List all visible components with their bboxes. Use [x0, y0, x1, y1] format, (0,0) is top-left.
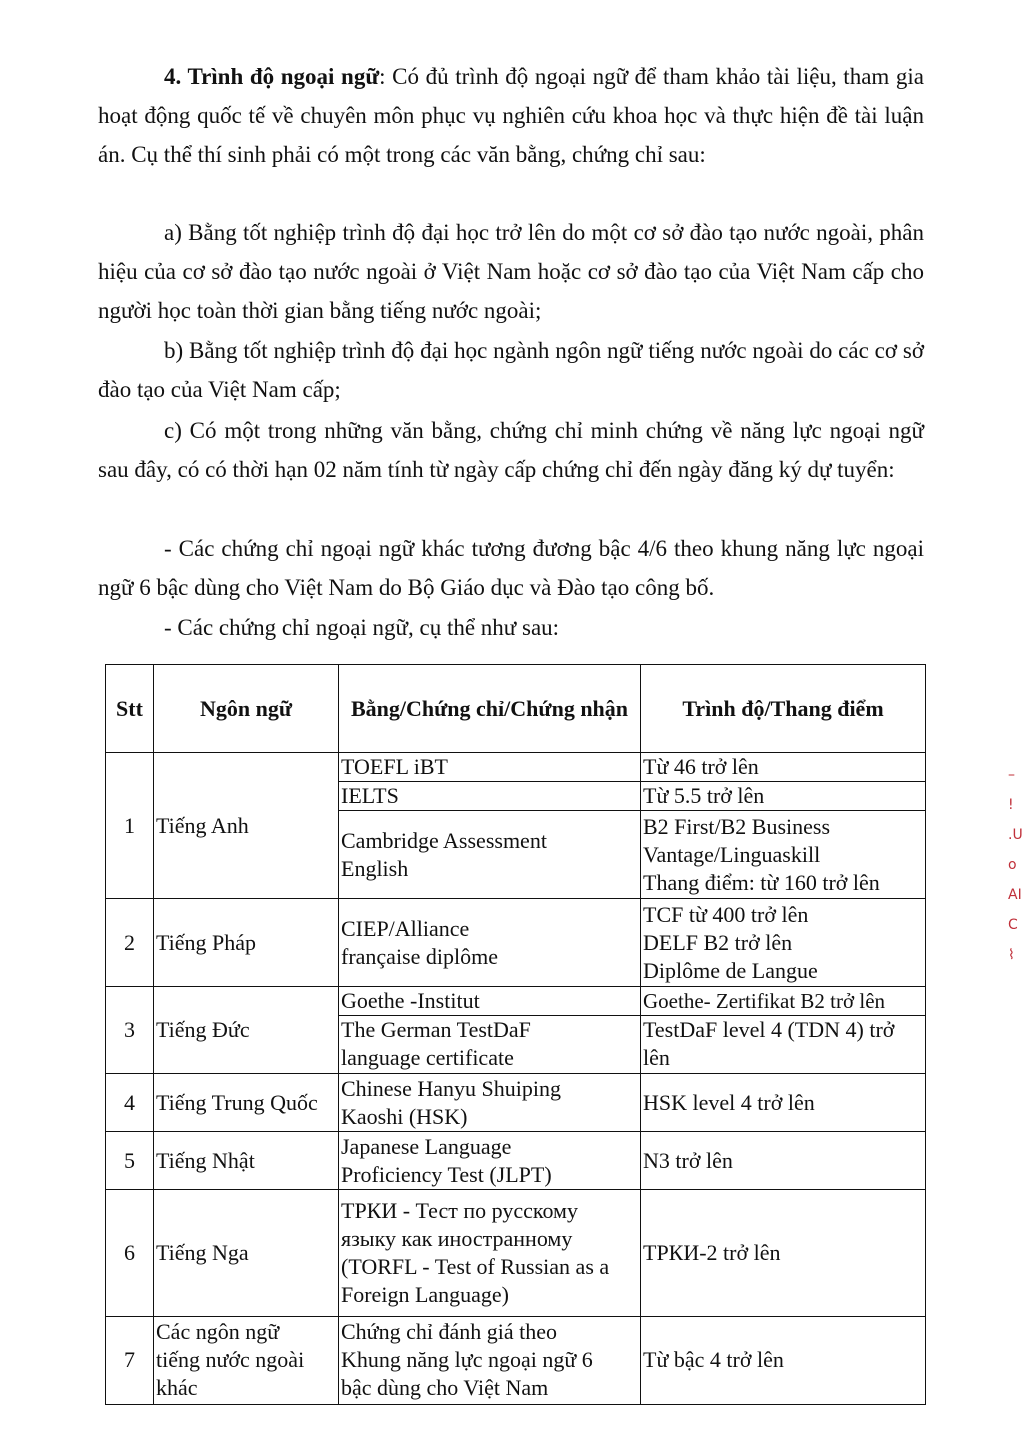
header-language: Ngôn ngữ	[154, 665, 339, 753]
header-certificate: Bằng/Chứng chỉ/Chứng nhận	[339, 665, 641, 753]
row-certificate: Cambridge Assessment English	[339, 811, 641, 899]
row-certificate: IELTS	[339, 782, 641, 811]
row-language: Tiếng Anh	[154, 753, 339, 899]
table-row	[106, 986, 926, 1015]
row-stt: 4	[106, 1073, 154, 1131]
row-stt: 7	[106, 1316, 154, 1404]
section-4-paragraph	[98, 57, 924, 174]
table-row	[106, 1190, 926, 1316]
row-level: N3 trở lên	[641, 1132, 926, 1190]
table-row	[106, 1073, 926, 1131]
row-stt: 3	[106, 986, 154, 1073]
item-a: a) Bằng tốt nghiệp trình độ đại học trở lên do một cơ sở đào tạo nước ngoài, phân hiệu của cơ sở đào tạo nước ngoài ở Việt Nam hoặc cơ sở đào tạo của Việt Nam cấp cho người học toàn thời gian bằng tiếng nước ngoài;	[98, 220, 924, 323]
row-certificate: Japanese Language Proficiency Test (JLPT)	[339, 1132, 641, 1190]
table-header-row	[106, 665, 926, 753]
table-row	[106, 1132, 926, 1190]
row-level: HSK level 4 trở lên	[641, 1073, 926, 1131]
row-language: Tiếng Pháp	[154, 899, 339, 986]
red-stamp-fragment: – ! .U o AI C ⌇	[1008, 767, 1023, 963]
row-certificate: Chứng chỉ đánh giá theo Khung năng lực ngoại ngữ 6 bậc dùng cho Việt Nam	[339, 1316, 641, 1404]
table-row	[106, 753, 926, 782]
row-level: Goethe- Zertifikat B2 trở lên	[641, 986, 926, 1015]
row-level: TCF từ 400 trở lên DELF B2 trở lên Diplôme de Langue	[641, 899, 926, 986]
table-row	[106, 1316, 926, 1404]
item-c: c) Có một trong những văn bằng, chứng chỉ minh chứng về năng lực ngoại ngữ sau đây, có có thời hạn 02 năm tính từ ngày cấp chứng chỉ đến ngày đăng ký dự tuyển:	[98, 418, 924, 482]
row-language: Tiếng Nga	[154, 1190, 339, 1316]
row-certificate: TOEFL iBT	[339, 753, 641, 782]
section-4-text: : Có đủ trình độ ngoại ngữ để tham khảo tài liệu, tham gia hoạt động quốc tế về chuyên môn phục vụ nghiên cứu khoa học và thực hiện đề tài luận án. Cụ thể thí sinh phải có một trong các văn bằng, chứng chỉ sau:	[98, 64, 924, 167]
row-certificate: ТРКИ - Тест по русскому языку как иностранному (TORFL - Test of Russian as a Foreign Language)	[339, 1190, 641, 1316]
row-level: B2 First/B2 Business Vantage/Linguaskill Thang điểm: từ 160 trở lên	[641, 811, 926, 899]
dash-item-2: - Các chứng chỉ ngoại ngữ, cụ thể như sau:	[164, 615, 560, 640]
row-stt: 5	[106, 1132, 154, 1190]
row-language: Các ngôn ngữ tiếng nước ngoài khác	[154, 1316, 339, 1404]
section-4-heading: 4. Trình độ ngoại ngữ	[164, 64, 380, 89]
row-level: TestDaF level 4 (TDN 4) trở lên	[641, 1015, 926, 1073]
row-certificate: Goethe -Institut	[339, 986, 641, 1015]
row-language: Tiếng Trung Quốc	[154, 1073, 339, 1131]
header-level: Trình độ/Thang điểm	[641, 665, 926, 753]
row-stt: 1	[106, 753, 154, 899]
row-language: Tiếng Đức	[154, 986, 339, 1073]
row-certificate: CIEP/Alliance française diplôme	[339, 899, 641, 986]
item-b: b) Bằng tốt nghiệp trình độ đại học ngành ngôn ngữ tiếng nước ngoài do các cơ sở đào tạo của Việt Nam cấp;	[98, 338, 924, 402]
row-certificate: Chinese Hanyu Shuiping Kaoshi (HSK)	[339, 1073, 641, 1131]
row-level: Từ 5.5 trở lên	[641, 782, 926, 811]
row-level: Từ bậc 4 trở lên	[641, 1316, 926, 1404]
row-stt: 2	[106, 899, 154, 986]
row-language: Tiếng Nhật	[154, 1132, 339, 1190]
row-level: Từ 46 trở lên	[641, 753, 926, 782]
dash-item-1: - Các chứng chỉ ngoại ngữ khác tương đương bậc 4/6 theo khung năng lực ngoại ngữ 6 bậc dùng cho Việt Nam do Bộ Giáo dục và Đào tạo công bố.	[98, 536, 924, 600]
certificate-table	[105, 664, 926, 1405]
row-certificate: The German TestDaF language certificate	[339, 1015, 641, 1073]
row-level: ТРКИ-2 trở lên	[641, 1190, 926, 1316]
row-stt: 6	[106, 1190, 154, 1316]
table-row	[106, 899, 926, 986]
header-stt: Stt	[106, 665, 154, 753]
